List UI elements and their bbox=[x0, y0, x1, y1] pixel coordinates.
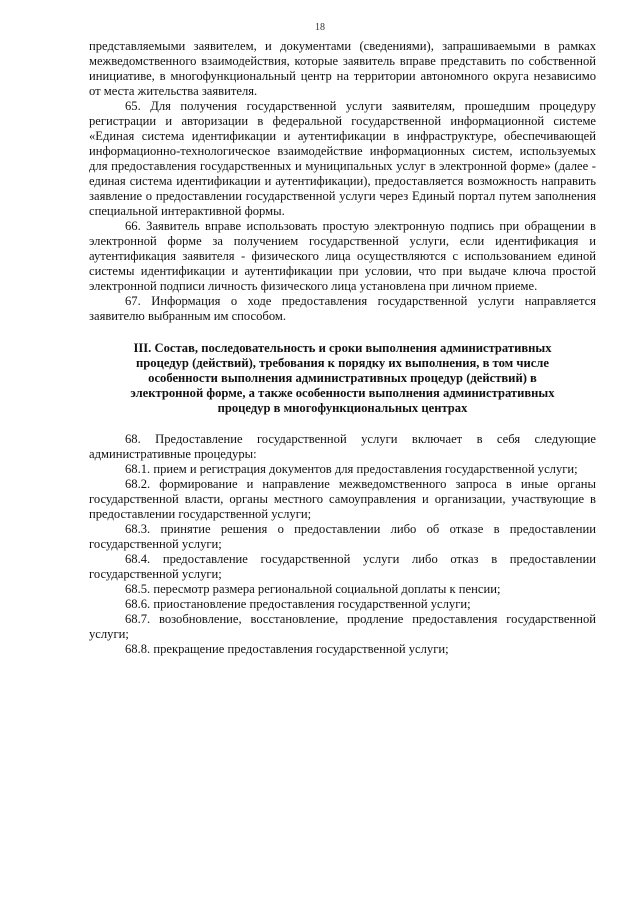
paragraph-continuation: представляемыми заявителем, и документами (сведениями), запрашиваемыми в рамках межведомственного взаимодействия, которые заявитель вправе представить по собственной инициативе, в многофункциональный центр на территории автономного округа независимо от места жительства заявителя. bbox=[89, 39, 596, 98]
list-item: 68.8. прекращение предоставления государственной услуги; bbox=[125, 642, 449, 656]
list-item: 68.3. принятие решения о предоставлении либо об отказе в предоставлении государственной услуги; bbox=[89, 522, 596, 551]
list-item: 68.6. приостановление предоставления государственной услуги; bbox=[125, 597, 471, 611]
section-heading: III. Состав, последовательность и сроки выполнения административных процедур (действий), требования к порядку их выполнения, в том числе особенности выполнения административных процедур (действий) в электронной форме, а также особенности выполнения административных процедур в многофункциональных центрах bbox=[130, 341, 555, 415]
paragraph-65: 65. Для получения государственной услуги заявителям, прошедшим процедуру регистрации и авторизации в федеральной государственной информационной системе «Единая система идентификации и аутентификации в инфраструктуре, обеспечивающей информационно-технологическое взаимодействие информационных систем, используемых для предоставления государственных и муниципальных услуг в электронной форме» (далее - единая система идентификации и аутентификации), предоставляется возможность направить заявление о предоставлении государственной услуги через Единый портал путем заполнения специальной интерактивной формы. bbox=[89, 99, 596, 218]
list-item: 68.4. предоставление государственной услуги либо отказ в предоставлении государственной услуги; bbox=[89, 552, 596, 581]
paragraph-68-intro: 68. Предоставление государственной услуги включает в себя следующие административные процедуры: bbox=[89, 432, 596, 461]
page-number: 18 bbox=[315, 22, 325, 33]
procedure-list bbox=[89, 462, 596, 657]
list-item: 68.7. возобновление, восстановление, продление предоставления государственной услуги; bbox=[89, 612, 596, 641]
document-body bbox=[89, 39, 596, 657]
list-item: 68.5. пересмотр размера региональной социальной доплаты к пенсии; bbox=[125, 582, 501, 596]
paragraph-66: 66. Заявитель вправе использовать простую электронную подпись при обращении в электронной форме за получением государственной услуги, если идентификация и аутентификация заявителя - физического лица осуществляются с использованием единой системы идентификации и аутентификации при условии, что при выдаче ключа простой электронной подписи личность физического лица установлена при личном приеме. bbox=[89, 219, 596, 293]
paragraph-67: 67. Информация о ходе предоставления государственной услуги направляется заявителю выбранным им способом. bbox=[89, 294, 596, 323]
list-item: 68.1. прием и регистрация документов для предоставления государственной услуги; bbox=[125, 462, 578, 476]
list-item: 68.2. формирование и направление межведомственного запроса в иные органы государственной власти, органы местного самоуправления и организации, участвующие в предоставлении государственной услуги; bbox=[89, 477, 596, 521]
